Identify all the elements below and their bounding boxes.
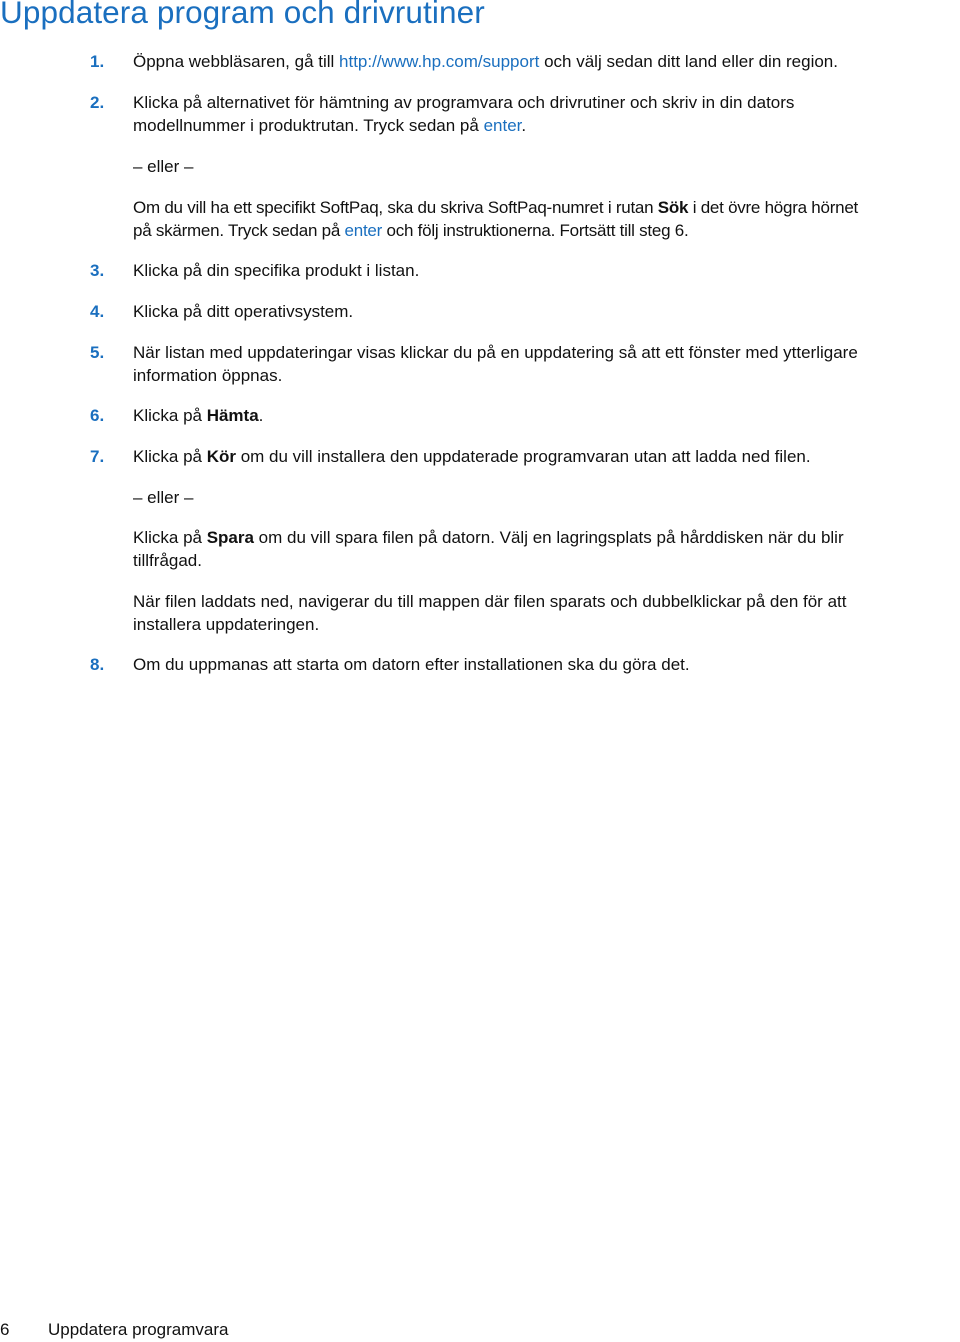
step-3-text: Klicka på din specifika produkt i listan. — [133, 261, 420, 280]
footer-section-title: Uppdatera programvara — [48, 1320, 229, 1339]
step-6-text: Klicka på Hämta. — [133, 406, 264, 425]
step-7-note: När filen laddats ned, navigerar du till mappen där filen sparats och dubbelklickar på den för att installera uppdateringen. — [133, 592, 847, 634]
step-number: 6. — [90, 406, 105, 425]
step-number: 5. — [90, 343, 105, 362]
step-number: 8. — [90, 655, 105, 674]
footer-page-number: 6 — [0, 1320, 10, 1339]
page-title: Uppdatera program och drivrutiner — [0, 0, 485, 30]
or-separator: – eller – — [133, 488, 194, 507]
step-4-text: Klicka på ditt operativsystem. — [133, 302, 354, 321]
step-number: 7. — [90, 447, 105, 466]
or-separator: – eller – — [133, 157, 194, 176]
step-5-text: När listan med uppdateringar visas klickar du på en uppdatering så att ett fönster med ytterligare information öppnas. — [133, 343, 858, 385]
enter-key-text: enter — [483, 116, 522, 135]
step-2-alternative: Om du vill ha ett specifikt SoftPaq, ska du skriva SoftPaq-numret i rutan Sök i det övre högra hörnet på skärmen. Tryck sedan på enter och följ instruktionerna. Fortsätt till steg 6. — [133, 198, 859, 240]
step-7-text: Klicka på Kör om du vill installera den uppdaterade programvaran utan att ladda ned filen. — [133, 447, 811, 466]
step-number: 3. — [90, 261, 105, 280]
step-number: 4. — [90, 302, 105, 321]
step-1-text: Öppna webbläsaren, gå till http://www.hp.com/support och välj sedan ditt land eller din region. — [133, 52, 838, 71]
step-8-text: Om du uppmanas att starta om datorn efter installationen ska du göra det. — [133, 655, 690, 674]
step-number: 1. — [90, 52, 105, 71]
enter-key-text: enter — [344, 221, 383, 240]
step-number: 2. — [90, 93, 105, 112]
support-link[interactable]: http://www.hp.com/support — [339, 52, 540, 71]
step-2-text: Klicka på alternativet för hämtning av programvara och drivrutiner och skriv in din dators modellnummer i produktrutan. Tryck sedan på enter. — [133, 93, 795, 135]
step-7-alternative: Klicka på Spara om du vill spara filen på datorn. Välj en lagringsplats på hårddisken när du blir tillfrågad. — [133, 528, 844, 570]
